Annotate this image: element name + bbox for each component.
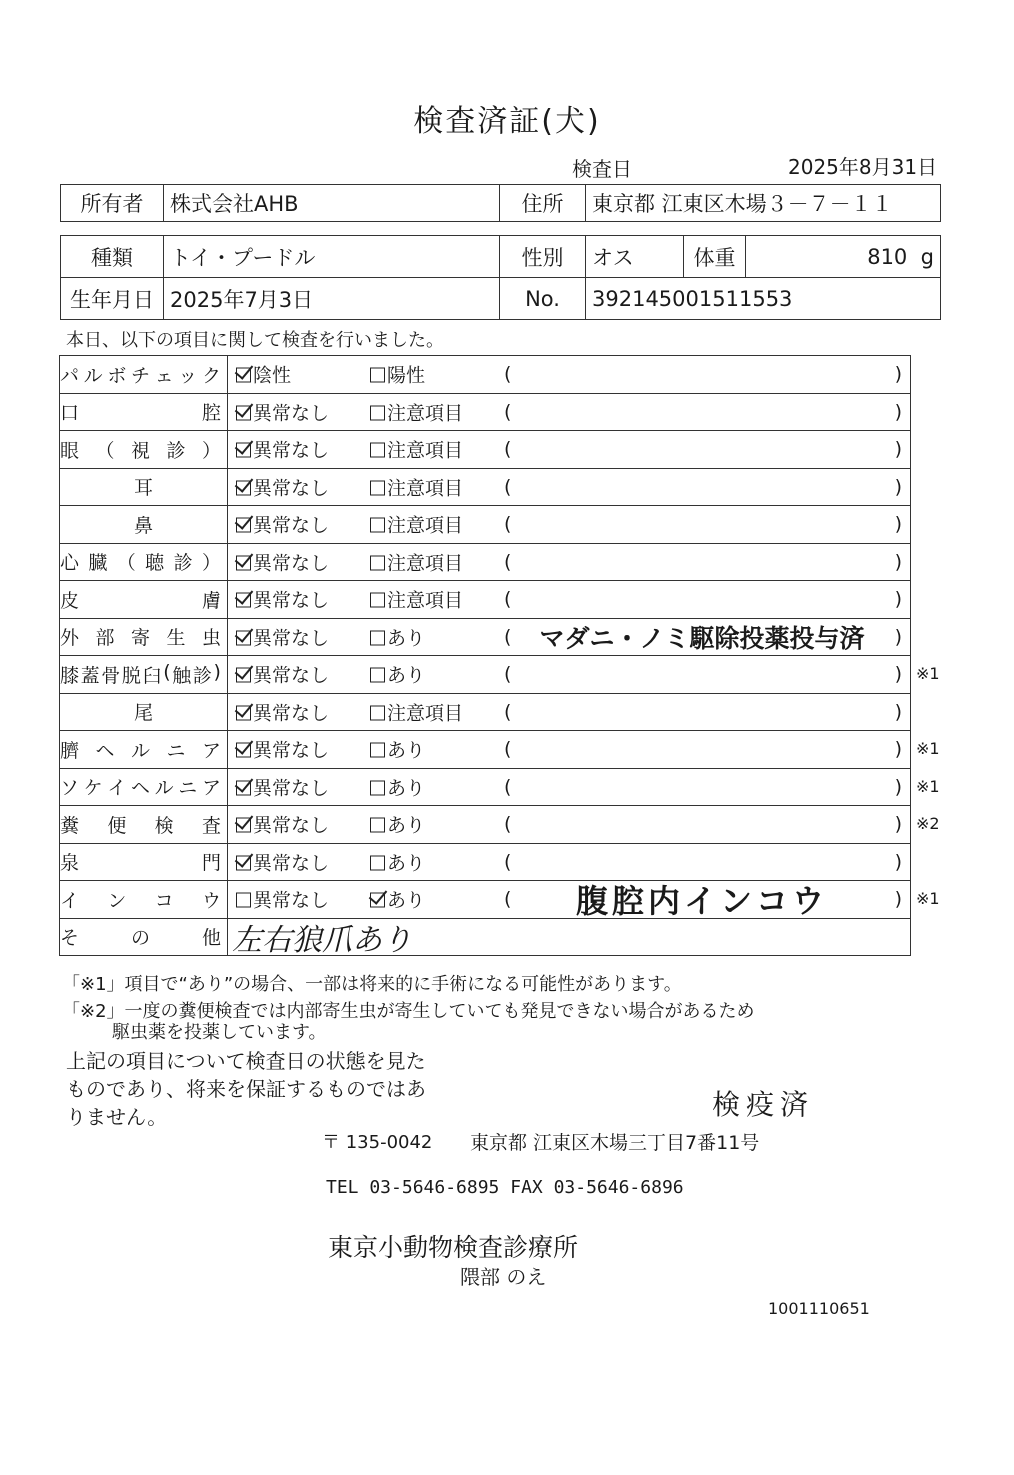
clinic-address: 東京都 江東区木場三丁目7番11号 [470, 1132, 760, 1154]
paren-close: ) [894, 513, 902, 536]
checkbox-icon[interactable] [236, 593, 251, 608]
label-char: 診 [192, 664, 212, 687]
exam-item-name [60, 881, 228, 919]
option-abnormal[interactable] [370, 623, 425, 650]
checkbox-icon[interactable] [370, 518, 385, 533]
exam-result-cell [228, 843, 911, 881]
label-char: 臓 [88, 552, 108, 575]
exam-item-label [60, 398, 227, 425]
checkbox-icon[interactable] [370, 555, 385, 570]
checkbox-icon[interactable] [370, 593, 385, 608]
label-char: 診 [166, 439, 186, 462]
label-char: イ [60, 889, 80, 912]
exam-date-label: 検査日 [572, 157, 632, 181]
option-abnormal-label: あり [387, 889, 426, 912]
other-note: 左右狼爪あり [232, 922, 412, 956]
paren-open: ( [504, 813, 512, 836]
footnote-mark: ※1 [916, 776, 940, 796]
paren-open: ( [504, 700, 512, 723]
checkbox-icon[interactable] [236, 855, 251, 870]
option-abnormal-label: 注意項目 [387, 439, 464, 462]
exam-item-label [60, 586, 227, 613]
option-abnormal-label: あり [387, 739, 426, 762]
exam-row [60, 356, 911, 394]
option-normal-label: 異常なし [253, 702, 330, 725]
option-normal-label: 異常なし [253, 814, 330, 837]
exam-item-name [60, 543, 228, 581]
checkbox-icon[interactable] [236, 780, 251, 795]
label-char: 査 [201, 814, 221, 837]
option-abnormal[interactable] [370, 473, 463, 500]
exam-date-value: 2025年8月31日 [788, 155, 938, 179]
option-normal[interactable] [236, 773, 329, 800]
label-char: そ [60, 927, 80, 950]
paren-open: ( [504, 775, 512, 798]
label-char: ウ [201, 889, 221, 912]
paren-close: ) [894, 625, 902, 648]
option-abnormal[interactable] [370, 698, 463, 725]
exam-result-cell [228, 506, 911, 544]
label-char: ニ [166, 739, 186, 762]
paren-open: ( [504, 513, 512, 536]
option-abnormal-label: 注意項目 [387, 514, 464, 537]
option-normal-label: 異常なし [253, 739, 330, 762]
number-value: 392145001511553 [586, 278, 941, 320]
option-abnormal[interactable] [370, 586, 463, 613]
checkbox-icon[interactable] [370, 855, 385, 870]
exam-result-cell [228, 656, 911, 694]
exam-result-cell [228, 468, 911, 506]
label-char: ヘ [95, 739, 115, 762]
label-char: 門 [201, 852, 221, 875]
person-name: 隈部 のえ [460, 1265, 547, 1289]
paren-open: ( [504, 363, 512, 386]
exam-result-cell [228, 356, 911, 394]
exam-result-cell [228, 543, 911, 581]
exam-row [60, 693, 911, 731]
checkbox-icon[interactable] [370, 668, 385, 683]
label-char: 骨 [101, 664, 121, 687]
sex-value: オス [586, 236, 684, 278]
checkbox-icon[interactable] [370, 893, 385, 908]
option-abnormal[interactable] [370, 436, 463, 463]
label-char: 泉 [60, 852, 80, 875]
exam-item-name [60, 806, 228, 844]
exam-row [60, 581, 911, 619]
exam-item-name [60, 693, 228, 731]
option-normal[interactable] [236, 473, 329, 500]
exam-item-name [60, 618, 228, 656]
checkbox-icon[interactable] [370, 705, 385, 720]
weight-value [746, 236, 941, 278]
option-normal-label: 異常なし [253, 889, 330, 912]
footnote-1: 「※1」項目で“あり”の場合、一部は将来的に手術になる可能性があります。 [62, 974, 682, 995]
label-char: 臍 [60, 739, 80, 762]
owner-value: 株式会社AHB [164, 185, 500, 222]
checkbox-icon[interactable] [370, 368, 385, 383]
label-char: ン [107, 889, 127, 912]
postal-code: 〒 135-0042 [322, 1132, 433, 1153]
label-char: 膚 [201, 589, 221, 612]
exam-item-label [60, 361, 227, 388]
paren-close: ) [894, 663, 902, 686]
label-char: ） [201, 439, 221, 462]
paren-close: ) [894, 775, 902, 798]
option-normal[interactable] [236, 698, 329, 725]
checkbox-icon[interactable] [236, 818, 251, 833]
paren-open: ( [504, 475, 512, 498]
option-abnormal-label: あり [387, 627, 426, 650]
label-char: 膝 [60, 664, 80, 687]
label-char: 診 [173, 552, 193, 575]
exam-result-cell [228, 581, 911, 619]
label-char: 蓋 [80, 664, 100, 687]
exam-result-cell [228, 881, 911, 919]
label-char: 外 [60, 627, 80, 650]
exam-item-label [60, 548, 227, 575]
option-abnormal-label: あり [387, 852, 426, 875]
exam-item-label [60, 848, 227, 875]
label-char: 生 [166, 627, 186, 650]
exam-item-name [60, 431, 228, 469]
checkbox-icon[interactable] [236, 443, 251, 458]
option-normal-label: 異常なし [253, 514, 330, 537]
option-abnormal-label: あり [387, 664, 426, 687]
option-abnormal-label: 注意項目 [387, 402, 464, 425]
option-abnormal-label: 注意項目 [387, 552, 464, 575]
label-char: 臼 [142, 664, 162, 687]
option-abnormal[interactable] [370, 773, 425, 800]
checkbox-icon[interactable] [236, 705, 251, 720]
exam-item-label [60, 736, 227, 763]
option-normal[interactable] [236, 548, 329, 575]
paren-close: ) [894, 438, 902, 461]
option-abnormal-label: 注意項目 [387, 589, 464, 612]
label-char: ク [201, 364, 221, 387]
option-normal[interactable] [236, 361, 291, 388]
label-char: 皮 [60, 589, 80, 612]
option-normal-label: 異常なし [253, 852, 330, 875]
label-char: ケ [83, 777, 103, 800]
label-char: 寄 [130, 627, 150, 650]
label-char: ル [83, 364, 103, 387]
checkbox-icon[interactable] [370, 443, 385, 458]
exam-item-label [60, 811, 227, 838]
option-normal[interactable] [236, 811, 329, 838]
option-abnormal[interactable] [370, 361, 425, 388]
exam-item-name [60, 731, 228, 769]
weight-number: 810 [867, 244, 908, 269]
option-abnormal[interactable] [370, 848, 425, 875]
option-normal[interactable] [236, 586, 329, 613]
disclaimer: 上記の項目について検査日の状態を見たものであり、将来を保証するものではありません。 [66, 1049, 426, 1129]
option-normal-label: 異常なし [253, 589, 330, 612]
label-char: 検 [154, 814, 174, 837]
paren-open: ( [504, 663, 512, 686]
option-normal[interactable] [236, 661, 329, 688]
label-char: 聴 [145, 552, 165, 575]
exam-table [59, 355, 911, 956]
exam-note: マダニ・ノミ駆除投薬投与済 [539, 623, 865, 653]
option-normal[interactable] [236, 511, 329, 538]
paren-open: ( [504, 400, 512, 423]
option-abnormal[interactable] [370, 736, 425, 763]
checkbox-icon[interactable] [236, 518, 251, 533]
label-char: ア [201, 777, 221, 800]
label-char: ） [201, 552, 221, 575]
option-normal[interactable] [236, 623, 329, 650]
document-number: 1001110651 [768, 1299, 870, 1318]
label-char: チ [130, 364, 150, 387]
checkbox-icon[interactable] [370, 480, 385, 495]
label-char: ッ [178, 364, 198, 387]
label-char: ニ [178, 777, 198, 800]
address-label: 住所 [500, 185, 586, 222]
option-abnormal[interactable] [370, 548, 463, 575]
exam-item-label [60, 923, 227, 950]
exam-item-name [60, 506, 228, 544]
exam-item-name [60, 843, 228, 881]
exam-item-label: 尾 [133, 702, 153, 725]
exam-item-name [60, 356, 228, 394]
paren-close: ) [894, 888, 902, 911]
exam-result-cell [228, 393, 911, 431]
label-char: ボ [107, 364, 127, 387]
footnote-mark: ※1 [916, 739, 940, 759]
weight-unit: g [920, 244, 934, 269]
exam-item-name [60, 768, 228, 806]
label-char: 視 [130, 439, 150, 462]
checkbox-icon[interactable] [236, 480, 251, 495]
option-normal[interactable] [236, 848, 329, 875]
label-char: 虫 [201, 627, 221, 650]
paren-close: ) [894, 550, 902, 573]
checkbox-icon[interactable] [370, 818, 385, 833]
exam-item-label [60, 773, 227, 800]
exam-result-cell [228, 918, 911, 956]
exam-item-name [60, 393, 228, 431]
clinic-name: 東京小動物検査診療所 [328, 1233, 579, 1262]
sex-label: 性別 [500, 236, 586, 278]
label-char: （ [116, 552, 136, 575]
exam-item-label [60, 886, 227, 913]
label-char: 便 [107, 814, 127, 837]
exam-result-cell [228, 693, 911, 731]
exam-item-name [60, 581, 228, 619]
exam-row-other [60, 918, 911, 956]
option-abnormal[interactable] [370, 811, 425, 838]
option-normal-label: 異常なし [253, 402, 330, 425]
label-char: 眼 [60, 439, 80, 462]
weight-label: 体重 [684, 236, 746, 278]
checkbox-icon[interactable] [236, 630, 251, 645]
paren-close: ) [894, 363, 902, 386]
label-char: ル [154, 777, 174, 800]
owner-label: 所有者 [61, 185, 164, 222]
option-abnormal[interactable] [370, 398, 463, 425]
checkbox-icon[interactable] [370, 743, 385, 758]
label-char: 口 [60, 402, 80, 425]
option-normal-label: 異常なし [253, 477, 330, 500]
paren-close: ) [894, 475, 902, 498]
label-char: 心 [60, 552, 80, 575]
checkbox-icon[interactable] [236, 368, 251, 383]
label-char: ル [130, 739, 150, 762]
option-abnormal-label: 注意項目 [387, 702, 464, 725]
option-normal-label: 陰性 [253, 364, 292, 387]
breed-value: トイ・プードル [164, 236, 500, 278]
exam-row [60, 618, 911, 656]
checkbox-icon[interactable] [236, 893, 251, 908]
label-char: イ [107, 777, 127, 800]
exam-row [60, 393, 911, 431]
footnote-2: 「※2」一度の糞便検査では内部寄生虫が寄生していても発見できない場合があるため [62, 1001, 755, 1022]
label-char: ( [163, 660, 171, 683]
option-normal-label: 異常なし [253, 627, 330, 650]
option-abnormal[interactable] [370, 511, 463, 538]
option-normal-label: 異常なし [253, 777, 330, 800]
exam-item-label [60, 436, 227, 463]
label-char: ェ [154, 364, 174, 387]
paren-open: ( [504, 550, 512, 573]
owner-table [60, 184, 941, 222]
option-abnormal-label: あり [387, 777, 426, 800]
option-normal[interactable] [236, 886, 329, 913]
exam-item-name [60, 656, 228, 694]
animal-table [60, 235, 941, 320]
breed-label: 種類 [61, 236, 164, 278]
label-char: パ [60, 364, 80, 387]
paren-close: ) [894, 813, 902, 836]
paren-close: ) [894, 700, 902, 723]
option-normal-label: 異常なし [253, 439, 330, 462]
label-char: コ [154, 889, 174, 912]
exam-result-cell [228, 731, 911, 769]
quarantine-stamp: 検疫済 [712, 1088, 815, 1121]
tel-fax: TEL 03-5646-6895 FAX 03-5646-6896 [326, 1177, 684, 1198]
birthday-label: 生年月日 [61, 278, 164, 320]
paren-open: ( [504, 888, 512, 911]
option-normal[interactable] [236, 736, 329, 763]
label-char: ア [201, 739, 221, 762]
exam-row [60, 506, 911, 544]
option-abnormal[interactable] [370, 661, 425, 688]
label-char: ソ [60, 777, 80, 800]
label-char: 腔 [201, 402, 221, 425]
exam-row [60, 468, 911, 506]
label-char: ) [213, 660, 221, 683]
paren-open: ( [504, 588, 512, 611]
label-char: 他 [201, 927, 221, 950]
exam-row [60, 843, 911, 881]
option-abnormal-label: 注意項目 [387, 477, 464, 500]
document-title: 検査済証(犬) [413, 104, 601, 139]
address-value: 東京都 江東区木場３－７－１１ [586, 185, 941, 222]
checkbox-icon[interactable] [370, 780, 385, 795]
exam-row [60, 731, 911, 769]
exam-row [60, 431, 911, 469]
exam-result-cell [228, 806, 911, 844]
exam-item-label [60, 661, 227, 688]
paren-close: ) [894, 738, 902, 761]
label-char: 部 [95, 627, 115, 650]
exam-item-label: 鼻 [133, 514, 153, 537]
paren-close: ) [894, 850, 902, 873]
checkbox-icon[interactable] [370, 630, 385, 645]
option-normal-label: 異常なし [253, 664, 330, 687]
exam-note: 腹腔内インコウ [575, 882, 828, 918]
exam-row [60, 656, 911, 694]
label-char: （ [95, 439, 115, 462]
checkbox-icon[interactable] [236, 668, 251, 683]
exam-item-label: 耳 [133, 477, 153, 500]
checkbox-icon[interactable] [370, 405, 385, 420]
exam-result-cell [228, 768, 911, 806]
footnote-mark: ※1 [916, 889, 940, 909]
option-abnormal-label: あり [387, 814, 426, 837]
label-char: ヘ [130, 777, 150, 800]
label-char: の [130, 927, 150, 950]
exam-item-name [60, 918, 228, 956]
exam-row [60, 543, 911, 581]
exam-item-label [60, 623, 227, 650]
paren-open: ( [504, 850, 512, 873]
intro-text: 本日、以下の項目に関して検査を行いました。 [66, 330, 444, 351]
footnote-2-continued: 駆虫薬を投薬しています。 [112, 1022, 327, 1043]
exam-item-name [60, 468, 228, 506]
option-normal[interactable] [236, 398, 329, 425]
exam-result-cell [228, 618, 911, 656]
exam-row [60, 806, 911, 844]
checkbox-icon[interactable] [236, 743, 251, 758]
number-label: No. [500, 278, 586, 320]
paren-open: ( [504, 625, 512, 648]
exam-result-cell [228, 431, 911, 469]
paren-close: ) [894, 588, 902, 611]
exam-row [60, 881, 911, 919]
option-normal[interactable] [236, 436, 329, 463]
checkbox-icon[interactable] [236, 555, 251, 570]
checkbox-icon[interactable] [236, 405, 251, 420]
footnote-mark: ※1 [916, 664, 940, 684]
exam-row [60, 768, 911, 806]
paren-close: ) [894, 400, 902, 423]
option-normal-label: 異常なし [253, 552, 330, 575]
paren-open: ( [504, 738, 512, 761]
footnote-mark: ※2 [916, 814, 940, 834]
paren-open: ( [504, 438, 512, 461]
option-abnormal[interactable] [370, 886, 425, 913]
birthday-value: 2025年7月3日 [164, 278, 500, 320]
option-abnormal-label: 陽性 [387, 364, 426, 387]
label-char: 脱 [121, 664, 141, 687]
label-char: 触 [172, 664, 192, 687]
label-char: 糞 [60, 814, 80, 837]
